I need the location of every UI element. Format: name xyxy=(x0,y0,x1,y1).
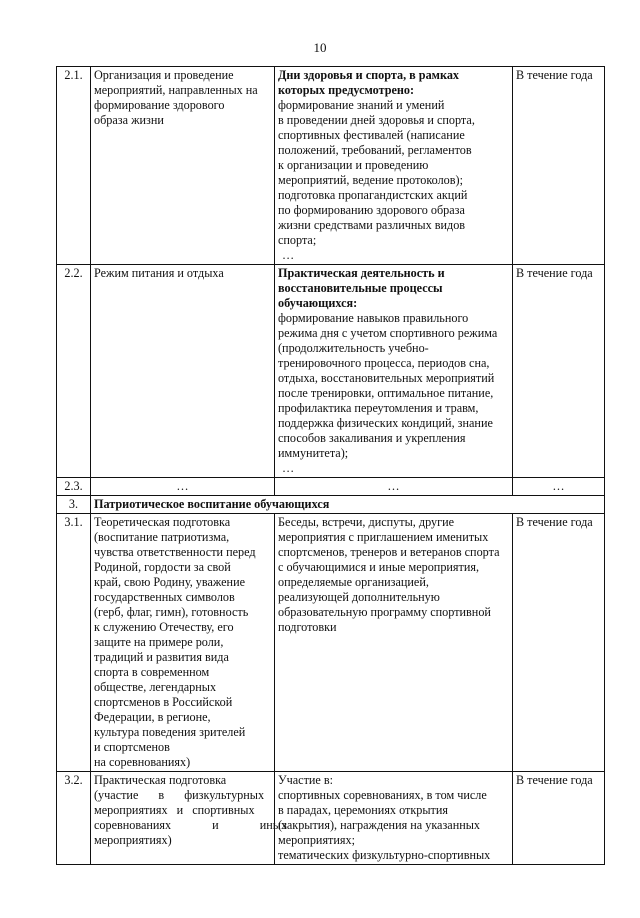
content-title-line: обучающихся: xyxy=(278,296,358,310)
content-line: в проведении дней здоровья и спорта, xyxy=(278,113,475,127)
row-number: 2.3. xyxy=(57,478,91,496)
table-row xyxy=(57,478,605,496)
content-title-line: которых предусмотрено: xyxy=(278,83,415,97)
content-line: (закрытия), награждения на указанных xyxy=(278,818,481,832)
content-line: образовательную программу спортивной xyxy=(278,605,491,619)
event-line: Федерации, в регионе, xyxy=(94,710,211,724)
event-line: чувства ответственности перед xyxy=(94,545,256,559)
content-line: отдыха, восстановительных мероприятий xyxy=(278,371,495,385)
table-row xyxy=(57,772,605,865)
content-line: реализующей дополнительную xyxy=(278,590,440,604)
content-line: подготовки xyxy=(278,620,337,634)
row-number: 2.2. xyxy=(57,265,91,478)
content-line: определяемые организацией, xyxy=(278,575,429,589)
row-number: 2.1. xyxy=(57,67,91,265)
event-line: традиций и развития вида xyxy=(94,650,229,664)
event-line: и спортсменов xyxy=(94,740,170,754)
event-line: мероприятиях и спортивных xyxy=(94,803,255,817)
event-line: (герб, флаг, гимн), готовность xyxy=(94,605,249,619)
event-line: соревнованиях и иных xyxy=(94,818,288,832)
deadline-cell: … xyxy=(513,478,605,496)
content-line: тематических физкультурно-спортивных xyxy=(278,848,491,862)
content-line: мероприятиях; xyxy=(278,833,355,847)
event-line: формирование здорового xyxy=(94,98,225,112)
content-line: к организации и проведению xyxy=(278,158,429,172)
content-line: мероприятия с приглашением именитых xyxy=(278,530,489,544)
event-line: образа жизни xyxy=(94,113,164,127)
content-line: (продолжительность учебно- xyxy=(278,341,429,355)
event-line: (участие в физкультурных xyxy=(94,788,265,802)
event-line: обществе, легендарных xyxy=(94,680,217,694)
content-line: положений, требований, регламентов xyxy=(278,143,472,157)
event-line: культура поведения зрителей xyxy=(94,725,246,739)
table-row xyxy=(57,67,605,265)
section-title: Патриотическое воспитание обучающихся xyxy=(91,496,605,514)
content-line: спортсменов, тренеров и ветеранов спорта xyxy=(278,545,500,559)
event-line: Практическая подготовка xyxy=(94,773,227,787)
ellipsis: … xyxy=(282,461,295,475)
event-line: Родиной, гордости за свой xyxy=(94,560,231,574)
event-line: (воспитание патриотизма, xyxy=(94,530,230,544)
content-line: режима дня с учетом спортивного режима xyxy=(278,326,498,340)
content-title-line: Практическая деятельность и xyxy=(278,266,445,280)
content-cell xyxy=(275,514,513,772)
section-row xyxy=(57,496,605,514)
event-line: мероприятиях) xyxy=(94,833,172,847)
event-line: спорта в современном xyxy=(94,665,210,679)
content-line: спортивных соревнованиях, в том числе xyxy=(278,788,487,802)
content-line: Участие в: xyxy=(278,773,334,787)
content-line: формирование навыков правильного xyxy=(278,311,469,325)
content-line: жизни средствами различных видов xyxy=(278,218,466,232)
deadline-cell: В течение года xyxy=(513,67,605,265)
content-cell xyxy=(275,67,513,265)
row-number: 3.2. xyxy=(57,772,91,865)
deadline-cell: В течение года xyxy=(513,514,605,772)
event-cell: … xyxy=(91,478,275,496)
row-number: 3.1. xyxy=(57,514,91,772)
content-line: формирование знаний и умений xyxy=(278,98,445,112)
content-title-line: восстановительные процессы xyxy=(278,281,443,295)
content-line: тренировочного процесса, периодов сна, xyxy=(278,356,490,370)
content-line: с обучающимися и иные мероприятия, xyxy=(278,560,480,574)
section-number: 3. xyxy=(57,496,91,514)
content-cell: … xyxy=(275,478,513,496)
event-line: к служению Отечеству, его xyxy=(94,620,234,634)
content-cell xyxy=(275,772,513,865)
event-line: Организация и проведение xyxy=(94,68,234,82)
content-cell xyxy=(275,265,513,478)
content-line: мероприятий, ведение протоколов); xyxy=(278,173,463,187)
ellipsis: … xyxy=(282,248,295,262)
table-row xyxy=(57,514,605,772)
content-line: поддержка физических кондиций, знание xyxy=(278,416,493,430)
deadline-cell: В течение года xyxy=(513,772,605,865)
content-line: подготовка пропагандистских акций xyxy=(278,188,468,202)
event-line: Режим питания и отдыха xyxy=(94,266,224,280)
event-line: государственных символов xyxy=(94,590,235,604)
page-number: 10 xyxy=(313,40,327,55)
event-line: край, свою Родину, уважение xyxy=(94,575,246,589)
content-line: после тренировки, оптимальное питание, xyxy=(278,386,494,400)
content-line: способов закаливания и укрепления xyxy=(278,431,466,445)
event-cell xyxy=(91,772,288,865)
content-title-line: Дни здоровья и спорта, в рамках xyxy=(278,68,460,82)
content-line: Беседы, встречи, диспуты, другие xyxy=(278,515,455,529)
deadline-cell: В течение года xyxy=(513,265,605,478)
content-line: в парадах, церемониях открытия xyxy=(278,803,448,817)
event-line: спортсменов в Российской xyxy=(94,695,233,709)
content-line: спорта; xyxy=(278,233,317,247)
event-line: на соревнованиях) xyxy=(94,755,191,769)
event-line: мероприятий, направленных на xyxy=(94,83,258,97)
content-line: по формированию здорового образа xyxy=(278,203,465,217)
event-cell xyxy=(91,514,275,772)
content-line: профилактика переутомления и травм, xyxy=(278,401,479,415)
table-row xyxy=(57,265,605,478)
activity-table xyxy=(56,66,605,865)
content-line: иммунитета); xyxy=(278,446,349,460)
content-line: спортивных фестивалей (написание xyxy=(278,128,465,142)
event-cell xyxy=(91,265,275,478)
event-line: Теоретическая подготовка xyxy=(94,515,231,529)
event-line: защите на примере роли, xyxy=(94,635,224,649)
event-cell xyxy=(91,67,275,265)
